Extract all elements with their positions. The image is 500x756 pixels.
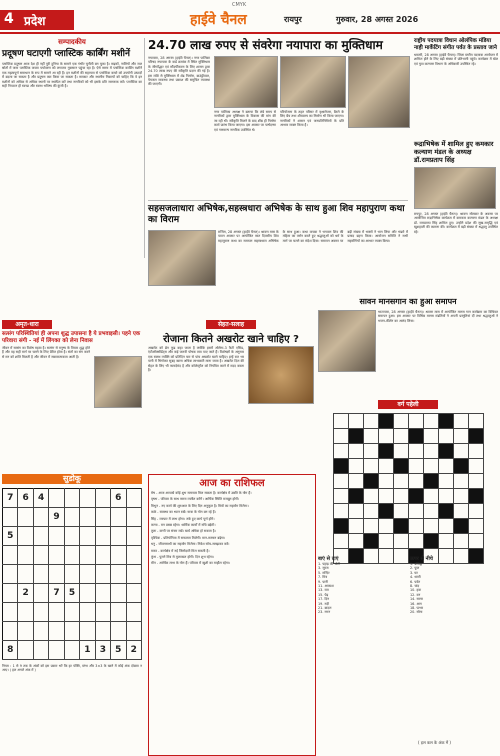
clue-item: 3. घर [410,570,418,575]
across-list [318,562,406,615]
horoscope-item: सिंह - व्यापार में लाभ होगा। रुके हुए कार्य पूर्ण होंगे। [151,516,215,521]
sudoku-cell[interactable] [111,584,126,603]
sudoku-cell[interactable] [18,622,33,641]
story3 [414,140,498,300]
crossword-cell[interactable] [468,444,483,459]
sudoku-cell[interactable] [3,508,18,527]
health-headline: रोजाना कितने अखरोट खाने चाहिए ? [163,334,299,345]
story2-photo [148,230,216,286]
across-title: बाएं से दाएं [318,556,339,562]
crossword-grid[interactable] [333,413,484,564]
sudoku [2,474,142,754]
crossword-cell [363,534,378,549]
clue-item: 13. रात [318,588,329,593]
amrit-photo [94,356,142,408]
crossword-cell[interactable] [378,489,393,504]
divider [144,38,145,258]
crossword-cell[interactable] [363,459,378,474]
horoscope-item: कन्या - मन प्रसन्न रहेगा। धार्मिक कार्यों में रुचि बढ़ेगी। [151,523,216,528]
sudoku-cell[interactable] [64,489,79,508]
crossword-cell [393,519,408,534]
crossword-cell[interactable] [363,519,378,534]
crossword-cell[interactable] [363,444,378,459]
sudoku-cell[interactable] [49,603,64,622]
clue-item: 9. पानी [318,579,328,584]
sudoku-cell[interactable] [64,622,79,641]
crossword-cell [423,534,438,549]
crossword-cell[interactable] [393,414,408,429]
crossword-cell[interactable] [453,474,468,489]
crossword-cell [378,504,393,519]
crossword-cell[interactable] [468,459,483,474]
clue-item: 4. धरती [410,575,421,580]
brand-small: CMYK [232,2,247,8]
sudoku-cell[interactable] [80,565,95,584]
sudoku-cell[interactable]: 6 [111,489,126,508]
clue-item: 6. पर्वत [410,579,421,584]
crossword-cell[interactable] [423,489,438,504]
sudoku-cell[interactable] [33,603,48,622]
crossword-cell[interactable] [408,504,423,519]
sudoku-cell[interactable] [33,508,48,527]
sudoku-cell[interactable]: 5 [64,584,79,603]
horoscope-item: मीन - आर्थिक लाभ के योग हैं। परिवार में खुशी का माहौल रहेगा। [151,561,231,566]
sudoku-cell[interactable] [18,603,33,622]
sudoku-cell[interactable] [64,565,79,584]
clue-item: 16. आग [410,601,422,606]
sudoku-cell[interactable] [18,546,33,565]
date: गुरुवार, 28 अगस्त 2026 [336,15,419,24]
amrit-headline: सत्संग परिस्थितियां ही अपना शुद्ध उपासना है ये प्रभवाइसी। पहने एक परिवारा संगी - नई में लिंगक्त को लेना निवास [2,331,141,344]
crossword-cell [423,474,438,489]
logo: हाईवे चैनल [190,12,247,28]
divider [148,200,408,201]
sudoku-cell[interactable] [64,603,79,622]
horoscope-item: धनु - जीवनसाथी का सहयोग मिलेगा। निवेश सोच-समझकर करें। [151,542,230,547]
crossword-cell[interactable] [393,504,408,519]
crossword-cell[interactable] [438,474,453,489]
clue-item: 14. सागर [410,597,423,602]
sudoku-cell[interactable] [95,546,110,565]
clue-item: 21. बादल [318,606,332,611]
crossword-cell[interactable] [438,519,453,534]
crossword-cell[interactable] [468,519,483,534]
crossword-cell[interactable] [378,459,393,474]
sudoku-cell[interactable] [3,622,18,641]
section-tab [0,10,74,30]
sudoku-cell[interactable] [33,565,48,584]
story3-photo [414,167,496,209]
clue-item: 8. चांद [410,584,420,589]
clue-item: 2. फूल [410,566,420,571]
clue-item: 18. पत्थर [410,606,424,611]
crossword-cell[interactable] [423,429,438,444]
city: रायपुर [284,15,302,24]
crossword-cell [438,504,453,519]
lead-story [148,38,408,198]
clue-item: 5. मन्दिर [318,570,330,575]
down-list [410,562,498,615]
story3-body: रायपुर, 28 अगस्त (हाईवे चैनल)। श्रावण सोमवार के अवसर पर आयोजित रूद्राभिषेक कार्यक्रम में कमकार कल्याण मंडल के अध्यक्ष डॉ. रामप्रताप सिंह शामिल हुए। उन्होंने प्रदेश की सुख-समृद्धि एवं खुशहाली की कामना की। कार्यक्रम में बड़ी संख्या में श्रद्धालु उपस्थित रहे। [414,212,498,234]
sudoku-cell[interactable] [33,527,48,546]
lead-col3: परियोजना के तहत परिसर में वृक्षारोपण, बैठने के लिए बेंच तथा शौचालय का निर्माण भी किया जाएगा। नागरिकों ने शासन एवं जनप्रतिनिधियों के प्रति आभार व्यक्त किया है। [280,110,344,128]
side-top [414,38,498,136]
sudoku-cell[interactable] [33,584,48,603]
crossword-cell[interactable] [348,414,363,429]
sudoku-grid[interactable] [2,488,142,660]
crossword-cell[interactable] [408,534,423,549]
clue-item: 10. हवा [410,588,422,593]
crossword-cell[interactable] [348,459,363,474]
sudoku-cell[interactable] [18,527,33,546]
crossword-cell[interactable] [438,489,453,504]
sawan [318,296,498,396]
crossword-cell [453,459,468,474]
crossword-cell [453,519,468,534]
editorial [2,38,142,258]
sudoku-cell[interactable] [126,527,142,546]
sudoku-cell[interactable]: 3 [95,641,110,660]
sudoku-cell[interactable] [126,546,142,565]
sudoku-cell[interactable] [33,622,48,641]
sudoku-cell[interactable]: 7 [3,489,18,508]
sudoku-cell[interactable] [95,489,110,508]
crossword-cell[interactable] [468,474,483,489]
lead-photo-2 [280,56,346,108]
sudoku-cell[interactable] [95,527,110,546]
crossword-cell[interactable] [393,474,408,489]
sudoku-cell[interactable] [49,489,64,508]
sudoku-cell[interactable] [126,508,142,527]
sudoku-cell[interactable]: 6 [18,489,33,508]
crossword-cell[interactable] [333,504,348,519]
sudoku-cell[interactable] [3,584,18,603]
crossword-cell [378,444,393,459]
sudoku-cell[interactable]: 2 [126,641,142,660]
sudoku-cell[interactable] [126,489,142,508]
crossword-cell[interactable] [453,534,468,549]
lead-col2: नगर पालिका अध्यक्ष ने बताया कि लंबे समय से नागरिकों द्वारा मुक्तिधाम के विकास की मांग की जा रही थी। स्वीकृति मिलने के बाद शीघ्र ही निर्माण कार्य प्रारंभ किया जाएगा। इस अवसर पर पार्षदगण एवं गणमान्य नागरिक उपस्थित थे। [214,110,276,132]
crossword-cell[interactable] [393,489,408,504]
sudoku-cell[interactable] [33,546,48,565]
crossword-cell [393,459,408,474]
sudoku-cell[interactable] [111,546,126,565]
crossword-cell[interactable] [363,429,378,444]
clue-item: 1. पहाड़ की चोटी [318,562,340,566]
sudoku-cell[interactable] [18,508,33,527]
masthead [0,0,500,36]
crossword-cell[interactable] [348,534,363,549]
clue-item: 11. आकाश [318,584,334,589]
crossword-cell[interactable] [348,444,363,459]
sudoku-cell[interactable] [49,527,64,546]
horoscope-item: तुला - वाणी पर संयम रखें। खर्च अधिक हो सकता है। [151,529,216,534]
crossword-cell [348,489,363,504]
crossword-cell[interactable] [393,444,408,459]
story2-headline: सहसजलाधारा अभिषेक,सहस्त्रधारा अभिषेक के साथ हुआ शिव महापुराण कथा का विराम [148,204,405,225]
amrit-label: अमृत-धारा [2,320,52,329]
crossword-cell[interactable] [363,489,378,504]
sudoku-cell[interactable] [111,603,126,622]
crossword-cell[interactable] [408,414,423,429]
crossword-cell[interactable] [333,534,348,549]
crossword-cell [438,414,453,429]
clues-across [318,556,406,615]
header-rule [0,32,500,34]
horoscope-label: आज का राशिफल [199,478,265,489]
answer-note: ( हल कल के अंक में ) [418,740,451,745]
clue-item: 17. दिन [318,597,330,602]
sudoku-cell[interactable] [18,565,33,584]
story3-headline: रूद्राभिषेक में शामिल हुए कमकार कल्याण मंडल के अध्यक्ष डॉ.रामप्रताप सिंह [414,140,494,164]
crossword-label: वर्ग पहेली [378,400,438,409]
side-top-headline: राष्ट्रीय पदयात्रा विधान ओलंपिक मंडिया नाही मार्केटिंग संगीत पर्वत के प्रस्ताव जाने [414,38,497,51]
horoscope-item: मिथुन - नए कार्य की शुरुआत के लिए दिन अनुकूल है। मित्रों का सहयोग मिलेगा। [151,503,249,508]
crossword-cell[interactable] [378,534,393,549]
crossword-cell[interactable] [453,504,468,519]
sudoku-note: नियम : 1 से 9 तक के अंकों को इस प्रकार भरें कि हर पंक्ति, स्तंभ और 3×3 के खाने में कोई अंक दोबारा न आए। ( हल अगले अंक में ) [2,664,142,673]
sudoku-cell[interactable]: 9 [49,508,64,527]
health [148,320,314,470]
crossword-cell[interactable] [333,489,348,504]
sudoku-cell[interactable] [49,622,64,641]
crossword-cell[interactable] [348,474,363,489]
crossword-cell[interactable] [408,459,423,474]
sudoku-cell[interactable] [80,527,95,546]
crossword-cell[interactable] [423,519,438,534]
crossword-cell[interactable] [333,474,348,489]
lead-col1: नयापारा, 28 अगस्त (हाईवे चैनल)। नगर पालिका परिषद नयापारा के वार्ड क्रमांक में स्थित मुक्तिधाम के जीर्णोद्धार एवं सौंदर्यीकरण के लिए शासन द्वारा 24.70 लाख रुपए की स्वीकृति प्रदान की गई है। इस राशि से मुक्तिधाम में शेड निर्माण, बाउंड्रीवाल, पेयजल व्यवस्था तथा प्रकाश की समुचित व्यवस्था की जाएगी। [148,56,210,87]
clue-item: 12. वन [410,592,421,597]
crossword-cell[interactable] [453,444,468,459]
sudoku-cell[interactable] [95,584,110,603]
clue-item: 7. मित्र [318,575,328,580]
sudoku-cell[interactable] [3,565,18,584]
editorial-body: प्लास्टिक प्रदूषण आज देश ही नहीं पूरी दुनिया के सामने एक गंभीर चुनौती बन चुका है। सड़कों, नालियों और जल स्रोतों में जमा प्लास्टिक कचरा पर्यावरण को लगातार नुकसान पहुंचा रहा है। ऐसे समय में प्लास्टिक कार्बिंग मशीनें एक महत्वपूर्ण समाधान के रूप में सामने आ रही हैं। इन मशीनों की सहायता से प्लास्टिक कचरे को उपयोगी उत्पादों में बदला जा सकता है और प्रदूषण कम किया जा सकता है। सरकार और स्थानीय निकायों को चाहिए कि वे इन मशीनों को अधिक से अधिक स्थानों पर स्थापित करें तथा नागरिकों को भी इसके प्रति जागरूक करें। प्लास्टिक का सही निपटान ही स्वच्छ और स्वस्थ भविष्य की कुंजी है। [2,62,142,89]
sudoku-cell[interactable] [111,508,126,527]
horoscope-item: वृषभ - परिवार के साथ समय व्यतीत करेंगे। आर्थिक स्थिति मजबूत होगी। [151,497,240,502]
sudoku-cell[interactable] [126,622,142,641]
sudoku-cell[interactable] [80,622,95,641]
crossword-cell[interactable] [438,534,453,549]
sudoku-cell[interactable] [64,641,79,660]
sudoku-cell[interactable] [18,641,33,660]
horoscope-item: कर्क - स्वास्थ्य का ध्यान रखें। यात्रा के योग बन रहे हैं। [151,510,216,515]
sudoku-label: सुडोकू [2,474,142,484]
crossword-cell [333,459,348,474]
crossword-cell [348,429,363,444]
crossword-cell[interactable] [378,429,393,444]
sudoku-cell[interactable] [49,546,64,565]
clue-item: 23. गगन [318,610,331,615]
horoscope-item: कुंभ - पुराने मित्र से मुलाकात होगी। दिन शुभ रहेगा। [151,555,214,560]
editorial-headline: प्रदूषण घटाएगी प्लास्टिक कार्बिंग मशीनें [2,49,130,59]
crossword-cell[interactable] [333,414,348,429]
crossword-cell [333,519,348,534]
crossword [318,400,498,752]
crossword-cell[interactable] [408,519,423,534]
sudoku-cell[interactable] [95,565,110,584]
crossword-cell[interactable] [453,414,468,429]
crossword-cell [363,474,378,489]
sudoku-cell[interactable] [126,603,142,622]
crossword-cell[interactable] [393,429,408,444]
amrit-body: जीवन में सत्संग का विशेष महत्व है। सत्संग से मनुष्य के विचार शुद्ध होते हैं और वह सही मार्ग पर चलने के लिए प्रेरित होता है। संतों का संग करने से मन को शांति मिलती है और जीवन में सकारात्मकता आती है। [2,346,90,359]
crossword-cell[interactable] [438,429,453,444]
clue-item: 1. प्रसिद्ध [410,562,423,566]
crossword-cell [408,429,423,444]
sudoku-cell[interactable] [80,546,95,565]
sudoku-cell[interactable] [33,641,48,660]
sudoku-cell[interactable]: 4 [33,489,48,508]
crossword-cell[interactable] [438,459,453,474]
sudoku-cell[interactable] [49,641,64,660]
horoscope-item: मेष - आज आपको कोई शुभ समाचार मिल सकता है। कार्यक्षेत्र में उन्नति के योग हैं। [151,491,252,495]
lead-headline: 24.70 लाख रुपए से संवरेगा नयापारा का मुक्तिधाम [148,38,383,52]
lead-photo [214,56,278,108]
horoscope-item: मकर - कार्यक्षेत्र में नई जिम्मेदारी मिल सकती है। [151,548,210,553]
horoscope [148,474,316,756]
sudoku-cell[interactable] [3,546,18,565]
sudoku-cell[interactable] [3,603,18,622]
health-body: अखरोट को ब्रेन फूड कहा जाता है क्योंकि इसमें ओमेगा-3 फैटी एसिड, एंटीऑक्सीडेंट्स और कई जरूरी पोषक तत्व पाए जाते हैं। विशेषज्ञों के अनुसार एक स्वस्थ व्यक्ति को प्रतिदिन चार से पांच अखरोट खाने चाहिए। इन्हें रात भर पानी में भिगोकर सुबह खाना अधिक लाभकारी माना जाता है। अखरोट दिल की सेहत के लिए भी फायदेमंद है और कोलेस्ट्रॉल को नियंत्रित करने में मदद करता है। [148,346,244,373]
side-top-body: धमतरी, 28 अगस्त (हाईवे चैनल)। जिला स्तरीय पदयात्रा आयोजन में शामिल होने के लिए बड़ी संख्या में प्रतिभागी पहुंचे। कार्यक्रम में खेल एवं युवा कल्याण विभाग के अधिकारी उपस्थित रहे। [414,53,498,66]
sudoku-cell[interactable]: 2 [18,584,33,603]
sudoku-cell[interactable] [111,622,126,641]
crossword-cell[interactable] [333,444,348,459]
sudoku-cell[interactable]: 5 [111,641,126,660]
crossword-cell[interactable] [453,489,468,504]
sudoku-cell[interactable] [111,565,126,584]
crossword-cell[interactable] [423,504,438,519]
crossword-cell[interactable] [468,534,483,549]
sudoku-cell[interactable] [64,546,79,565]
crossword-cell[interactable] [423,414,438,429]
sudoku-cell[interactable] [95,603,110,622]
crossword-cell[interactable] [423,444,438,459]
clues-down [410,556,498,615]
crossword-cell[interactable] [363,504,378,519]
sudoku-cell[interactable] [95,622,110,641]
crossword-cell [438,444,453,459]
sudoku-cell[interactable] [80,508,95,527]
horoscope-list [149,489,315,753]
sudoku-cell[interactable] [126,584,142,603]
crossword-cell[interactable] [333,429,348,444]
crossword-cell[interactable] [408,444,423,459]
crossword-cell[interactable] [453,429,468,444]
crossword-cell [468,489,483,504]
crossword-cell[interactable] [348,519,363,534]
sudoku-cell[interactable]: 8 [3,641,18,660]
crossword-cell [408,489,423,504]
section-title: प्रदेश [24,14,46,28]
page-number: 4 [4,11,14,27]
story2-body: राजिम, 28 अगस्त (हाईवे चैनल)। श्रावण मास के पावन अवसर पर आयोजित सात दिवसीय शिव महापुराण कथा का समापन सहस्त्रधारा अभिषेक के साथ हुआ। कथा वाचक ने भगवान शिव की महिमा का वर्णन करते हुए श्रद्धालुओं को धर्म के मार्ग पर चलने का संदेश दिया। समापन अवसर पर बड़ी संख्या में भक्तों ने भाग लिया और भंडारे में प्रसाद ग्रहण किया। आयोजन समिति ने सभी सहयोगियों का आभार व्यक्त किया। [218,230,408,243]
lead-photo-3 [348,56,410,128]
sudoku-cell[interactable]: 5 [3,527,18,546]
sawan-body: भाटापारा, 28 अगस्त (हाईवे चैनल)। श्रावण मास में आयोजित मानस गान कार्यक्रम का विधिवत समापन हुआ। इस अवसर पर विभिन्न मानस मंडलियों ने अपनी प्रस्तुतियां दीं तथा श्रद्धालुओं ने भजन-कीर्तन का आनंद लिया। [378,310,498,323]
sawan-headline: सावन मानसगान का हुआ समापन [359,297,457,306]
crossword-cell[interactable] [378,519,393,534]
crossword-cell [378,414,393,429]
clue-item: 19. नदी [318,601,330,606]
crossword-cell[interactable] [393,534,408,549]
sudoku-cell[interactable] [126,565,142,584]
horoscope-item: वृश्चिक - प्रतियोगिता में सफलता मिलेगी। मान-सम्मान बढ़ेगा। [151,535,226,540]
amrit [2,320,142,470]
crossword-cell[interactable] [378,474,393,489]
sudoku-cell[interactable]: 1 [80,641,95,660]
sudoku-cell[interactable] [80,489,95,508]
clue-item: 20. सोना [410,610,423,615]
clue-item: 15. पेड़ [318,592,329,597]
sudoku-cell[interactable] [95,508,110,527]
sudoku-cell[interactable] [80,584,95,603]
crossword-cell[interactable] [363,414,378,429]
crossword-cell[interactable] [423,459,438,474]
sudoku-cell[interactable] [49,565,64,584]
crossword-cell[interactable] [468,504,483,519]
sudoku-cell[interactable] [64,527,79,546]
editorial-label: सम्पादकीय [58,38,86,46]
health-label: सेहत-सलाह [206,320,256,329]
crossword-cell[interactable] [408,474,423,489]
crossword-cell [468,429,483,444]
sawan-photo [318,310,376,372]
crossword-cell[interactable] [468,414,483,429]
walnut-photo [248,346,314,404]
crossword-cell[interactable] [348,504,363,519]
sudoku-cell[interactable] [64,508,79,527]
sudoku-cell[interactable] [80,603,95,622]
sudoku-cell[interactable] [111,527,126,546]
sudoku-cell[interactable]: 7 [49,584,64,603]
down-title: ऊपर से नीचे [410,556,433,562]
clue-item: 3. सूरज [318,566,329,571]
